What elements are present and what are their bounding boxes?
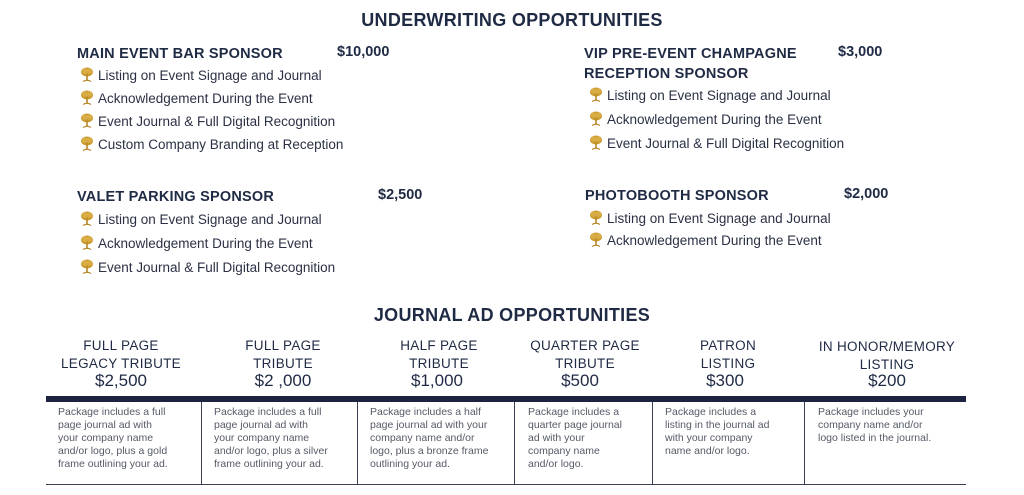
benefit-item: Event Journal & Full Digital Recognition bbox=[589, 134, 844, 154]
sponsor-price: $2,500 bbox=[378, 187, 423, 203]
sponsor-price: $10,000 bbox=[337, 44, 390, 60]
tree-icon bbox=[80, 67, 94, 83]
benefit-item: Custom Company Branding at Reception bbox=[80, 135, 343, 155]
ad-title: FULL PAGE LEGACY TRIBUTE bbox=[61, 338, 181, 371]
sponsor-name: MAIN EVENT BAR SPONSOR bbox=[77, 46, 283, 62]
benefit-item: Event Journal & Full Digital Recognition bbox=[80, 112, 335, 132]
ad-price: $2 ,000 bbox=[254, 371, 312, 390]
tree-icon bbox=[589, 232, 603, 248]
benefit-item: Listing on Event Signage and Journal bbox=[80, 210, 322, 230]
tree-icon bbox=[80, 211, 94, 227]
ad-title: QUARTER PAGE TRIBUTE bbox=[530, 338, 640, 371]
column-divider bbox=[514, 402, 515, 484]
ad-description: Package includes a listing in the journal ad with your company name and/or logo. bbox=[665, 406, 770, 457]
column-divider bbox=[201, 402, 202, 484]
benefit-item: Event Journal & Full Digital Recognition bbox=[80, 258, 335, 278]
ad-title: IN HONOR/MEMORY LISTING bbox=[818, 339, 956, 372]
ad-description: Package includes a quarter page journal ad with your company name and/or logo. bbox=[528, 406, 622, 470]
ad-description: Package includes a half page journal ad with your company name and/or logo, plus a bronze frame outlining your ad. bbox=[370, 406, 489, 470]
sponsor-price: $3,000 bbox=[838, 44, 883, 60]
tree-icon bbox=[80, 113, 94, 129]
sponsor-name: VALET PARKING SPONSOR bbox=[77, 189, 275, 205]
tree-icon bbox=[589, 111, 603, 127]
table-header-bar bbox=[46, 396, 966, 402]
benefit-item: Acknowledgement During the Event bbox=[80, 234, 313, 254]
benefit-item: Listing on Event Signage and Journal bbox=[589, 209, 831, 229]
ad-title: FULL PAGE TRIBUTE bbox=[245, 338, 321, 371]
tree-icon bbox=[80, 90, 94, 106]
ad-price: $1,000 bbox=[411, 371, 463, 390]
benefit-item: Listing on Event Signage and Journal bbox=[589, 86, 831, 106]
ad-price: $200 bbox=[868, 371, 906, 390]
ad-price: $2,500 bbox=[95, 371, 147, 390]
column-divider bbox=[652, 402, 653, 484]
ad-price: $300 bbox=[706, 371, 744, 390]
tree-icon bbox=[589, 87, 603, 103]
sponsor-price: $2,000 bbox=[844, 186, 889, 202]
sponsor-name: VIP PRE-EVENT CHAMPAGNE RECEPTION SPONSOR bbox=[584, 46, 797, 82]
ad-title: HALF PAGE TRIBUTE bbox=[400, 338, 478, 371]
tree-icon bbox=[589, 210, 603, 226]
ad-description: Package includes a full page journal ad with your company name and/or logo, plus a gold frame outlining your ad. bbox=[58, 406, 168, 470]
journal-heading: JOURNAL AD OPPORTUNITIES bbox=[373, 305, 651, 325]
tree-icon bbox=[589, 135, 603, 151]
ad-price: $500 bbox=[561, 371, 599, 390]
sponsor-name: PHOTOBOOTH SPONSOR bbox=[585, 188, 769, 204]
tree-icon bbox=[80, 136, 94, 152]
ad-title: PATRON LISTING bbox=[699, 338, 757, 371]
tree-icon bbox=[80, 235, 94, 251]
benefit-item: Listing on Event Signage and Journal bbox=[80, 66, 322, 86]
benefit-item: Acknowledgement During the Event bbox=[589, 110, 822, 130]
benefit-item: Acknowledgement During the Event bbox=[80, 89, 313, 109]
underwriting-heading: UNDERWRITING OPPORTUNITIES bbox=[361, 10, 663, 30]
column-divider bbox=[357, 402, 358, 484]
ad-description: Package includes your company name and/or logo listed in the journal. bbox=[818, 406, 932, 444]
tree-icon bbox=[80, 259, 94, 275]
column-divider bbox=[804, 402, 805, 484]
ad-description: Package includes a full page journal ad with your company name and/or logo, plus a silver frame outlining your ad. bbox=[214, 406, 328, 470]
benefit-item: Acknowledgement During the Event bbox=[589, 231, 822, 251]
table-bottom-line bbox=[46, 484, 966, 485]
